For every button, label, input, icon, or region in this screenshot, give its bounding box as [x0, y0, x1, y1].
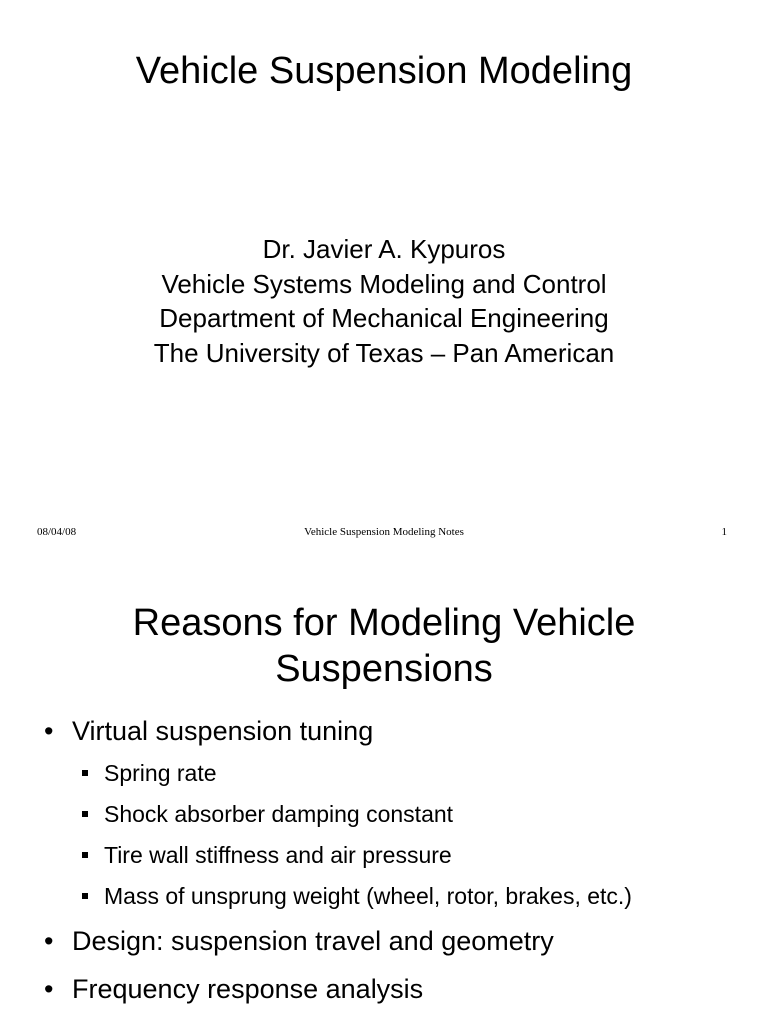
square-bullet-icon — [82, 770, 88, 776]
footer-page-number: 1 — [721, 526, 727, 538]
bullet-dot-icon: • — [44, 926, 54, 956]
bullet-text: Virtual suspension tuning — [72, 716, 374, 746]
author-name: Dr. Javier A. Kypuros — [262, 234, 506, 264]
slide-title-line-1: Reasons for Modeling Vehicle — [132, 602, 636, 644]
sub-bullet-item — [82, 799, 453, 829]
bullet-dot-icon: • — [44, 716, 54, 746]
square-bullet-icon — [82, 893, 88, 899]
square-bullet-icon — [82, 811, 88, 817]
author-block — [0, 232, 768, 370]
author-department: Department of Mechanical Engineering — [159, 303, 609, 333]
author-university: The University of Texas – Pan American — [153, 337, 615, 368]
slide-title: Vehicle Suspension Modeling — [135, 50, 633, 92]
bullet-item — [44, 972, 423, 1006]
sub-bullet-text: Spring rate — [104, 760, 217, 786]
sub-bullet-item — [82, 881, 632, 911]
slide-title — [0, 600, 768, 692]
sub-bullet-item — [82, 758, 217, 788]
slide-title-line-2: Suspensions — [275, 648, 493, 690]
sub-bullet-text: Shock absorber damping constant — [104, 801, 454, 827]
sub-bullet-text: Mass of unsprung weight (wheel, rotor, brakes, etc.) — [104, 883, 632, 909]
footer-title: Vehicle Suspension Modeling Notes — [304, 526, 464, 538]
slide-footer — [0, 524, 768, 540]
bullet-item — [44, 714, 373, 748]
sub-bullet-item — [82, 840, 452, 870]
author-group: Vehicle Systems Modeling and Control — [161, 268, 607, 299]
bullet-text: Frequency response analysis — [72, 974, 424, 1004]
footer-date: 08/04/08 — [37, 526, 77, 538]
slide-2 — [0, 590, 768, 1024]
bullet-item — [44, 924, 554, 958]
bullet-text: Design: suspension travel and geometry — [72, 926, 554, 956]
square-bullet-icon — [82, 852, 88, 858]
sub-bullet-text: Tire wall stiffness and air pressure — [104, 842, 452, 868]
bullet-dot-icon: • — [44, 974, 54, 1004]
